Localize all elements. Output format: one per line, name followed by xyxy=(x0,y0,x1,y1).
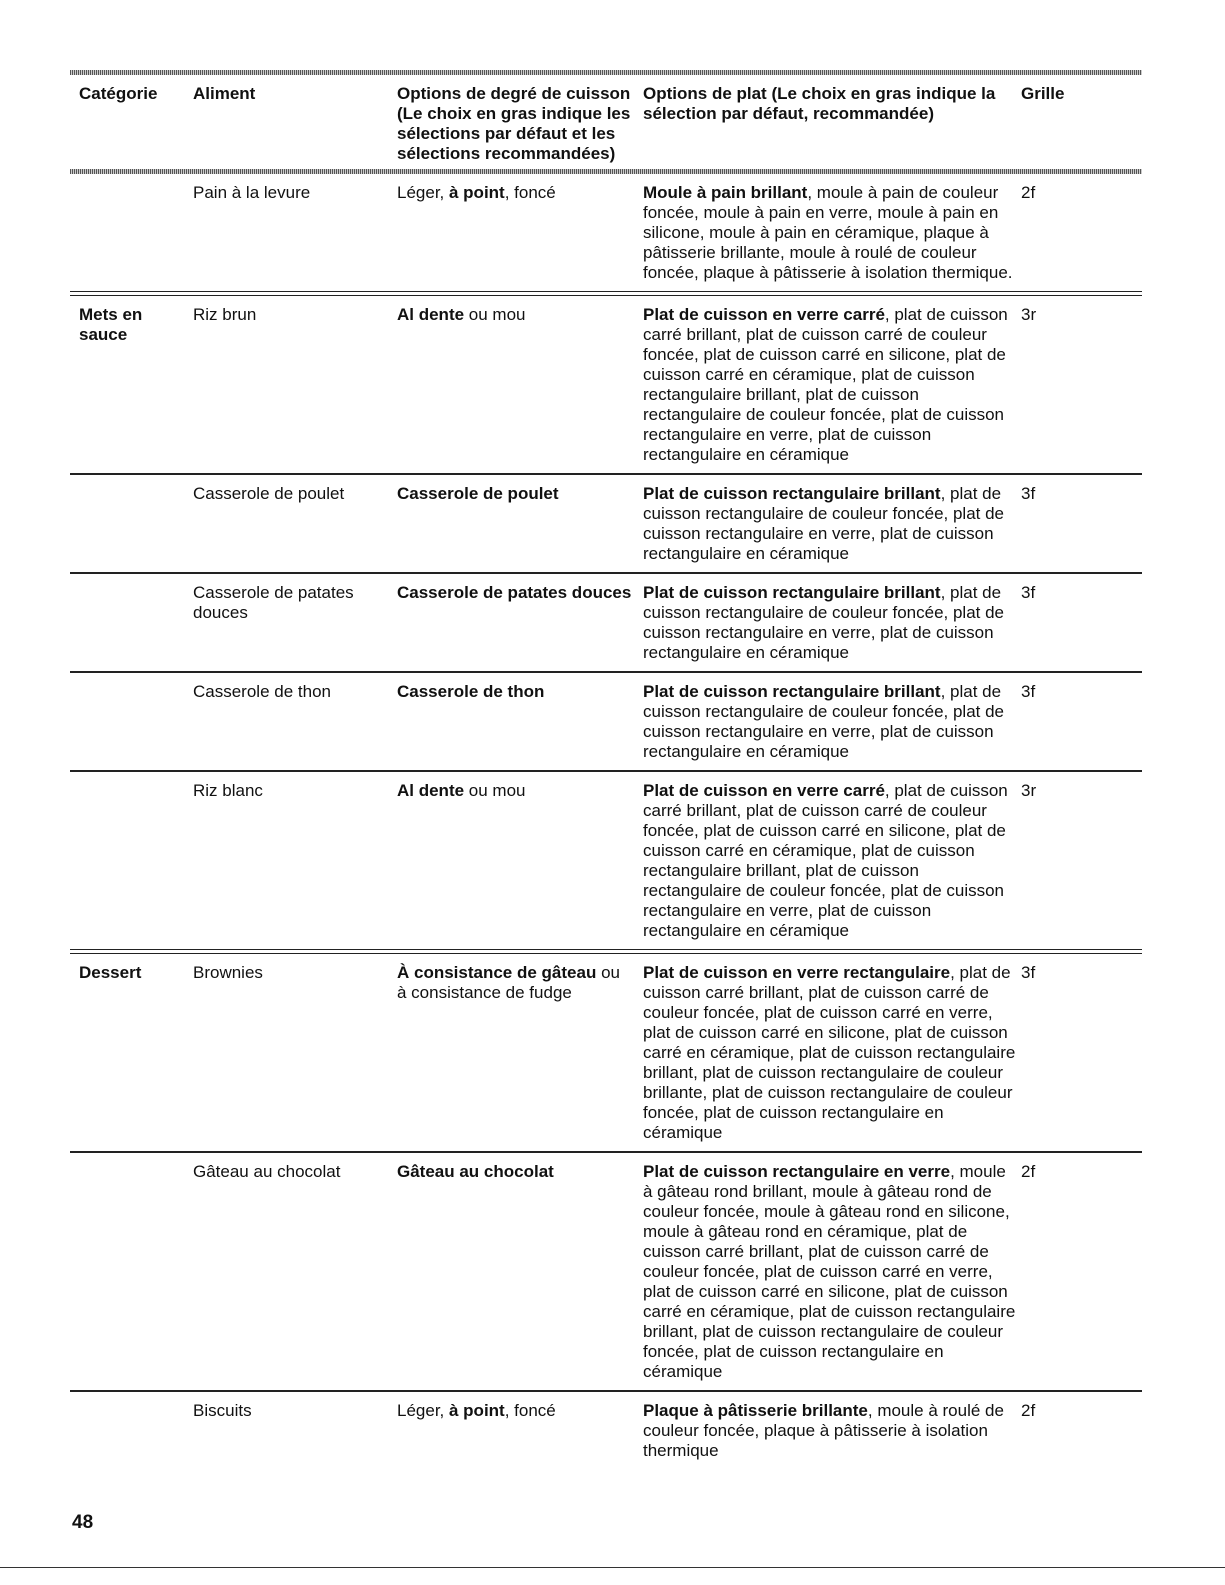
row-aliment: Riz blanc xyxy=(193,781,263,800)
row-degre xyxy=(388,1401,634,1461)
row-plat xyxy=(634,583,1016,663)
row-degre xyxy=(388,963,634,1143)
header-grille: Grille xyxy=(1021,84,1065,103)
row-grille: 2f xyxy=(1021,1162,1036,1181)
table-row xyxy=(70,475,1142,572)
plat-bold: Plat de cuisson en verre carré xyxy=(643,781,885,800)
page-number: 48 xyxy=(72,1512,94,1533)
row-grille: 3f xyxy=(1021,484,1036,503)
row-plat xyxy=(634,484,1016,564)
row-categorie xyxy=(70,682,184,762)
row-categorie: Mets en sauce xyxy=(79,305,143,344)
row-grille: 3f xyxy=(1021,682,1036,701)
plat-rest: , plat de cuisson carré brillant, plat de cuisson carré de couleur foncée, plat de cuisson carré en silicone, plat de cuisson carré en céramique, plat de cuisson rectangulaire brillant, plat de cuisson rectangulaire de couleur foncée, plat de cuisson rectangulaire en verre, plat de cuisson rectangulaire en céramique xyxy=(643,305,1008,464)
plat-bold: Moule à pain brillant xyxy=(643,183,808,202)
plat-rest: , plat de cuisson rectangulaire de couleur foncée, plat de cuisson rectangulaire en verre, plat de cuisson rectangulaire en céramique xyxy=(643,583,1005,662)
row-grille: 3r xyxy=(1021,305,1037,324)
degre-bold: à point xyxy=(449,183,505,202)
plat-bold: Plat de cuisson rectangulaire brillant xyxy=(643,484,941,503)
plat-rest: , plat de cuisson carré brillant, plat de cuisson carré de couleur foncée, plat de cuisson carré en silicone, plat de cuisson carré en céramique, plat de cuisson rectangulaire brillant, plat de cuisson rectangulaire de couleur foncée, plat de cuisson rectangulaire en verre, plat de cuisson rectangulaire en céramique xyxy=(643,781,1008,940)
row-degre xyxy=(388,183,634,283)
plat-bold: Plat de cuisson rectangulaire brillant xyxy=(643,682,941,701)
row-aliment: Riz brun xyxy=(193,305,257,324)
degre-pre: Léger, xyxy=(397,1401,449,1420)
row-categorie xyxy=(70,781,184,941)
table-row xyxy=(70,1153,1142,1390)
degre-bold: Casserole de poulet xyxy=(397,484,559,503)
degre-post: , foncé xyxy=(504,1401,556,1420)
row-grille: 2f xyxy=(1021,1401,1036,1420)
row-plat xyxy=(634,305,1016,465)
row-categorie xyxy=(70,183,184,283)
plat-rest: , plat de cuisson carré brillant, plat de cuisson carré de couleur foncée, plat de cuisson carré en verre, plat de cuisson carré en silicone, plat de cuisson carré en céramique, plat de cuisson rectangulaire brillant, plat de cuisson rectangulaire de couleur brillante, plat de cuisson rectangulaire de couleur foncée, plat de cuisson rectangulaire en céramique xyxy=(643,963,1016,1142)
row-aliment: Casserole de thon xyxy=(193,682,331,701)
plat-bold: Plat de cuisson en verre rectangulaire xyxy=(643,963,951,982)
plat-rest: , moule à roulé de couleur foncée, plaque à pâtisserie à isolation thermique xyxy=(643,1401,1004,1460)
degre-post: , foncé xyxy=(504,183,556,202)
row-grille: 2f xyxy=(1021,183,1036,202)
bottom-rule xyxy=(0,1567,1225,1568)
degre-bold: À consistance de gâteau xyxy=(397,963,597,982)
header-aliment: Aliment xyxy=(193,84,256,103)
degre-bold: Al dente xyxy=(397,305,465,324)
plat-bold: Plat de cuisson rectangulaire en verre xyxy=(643,1162,951,1181)
degre-bold: Casserole de thon xyxy=(397,682,545,701)
row-grille: 3r xyxy=(1021,781,1037,800)
row-degre xyxy=(388,484,634,564)
table-row xyxy=(70,296,1142,473)
header-plat: Options de plat (Le choix en gras indique la sélection par défaut, recommandée) xyxy=(643,84,996,123)
cooking-options-table xyxy=(70,70,1142,1469)
row-categorie xyxy=(70,484,184,564)
table-row xyxy=(70,574,1142,671)
row-plat xyxy=(634,781,1016,941)
row-aliment: Biscuits xyxy=(193,1401,252,1420)
row-aliment: Pain à la levure xyxy=(193,183,311,202)
row-plat xyxy=(634,682,1016,762)
header-degre: Options de degré de cuisson (Le choix en gras indique les sélections par défaut et les sélections recommandées) xyxy=(397,84,631,163)
row-plat xyxy=(634,1162,1016,1382)
row-degre xyxy=(388,583,634,663)
degre-bold: Al dente xyxy=(397,781,465,800)
plat-bold: Plaque à pâtisserie brillante xyxy=(643,1401,868,1420)
row-plat xyxy=(634,183,1016,283)
table-row xyxy=(70,1392,1142,1469)
plat-rest: , plat de cuisson rectangulaire de couleur foncée, plat de cuisson rectangulaire en verre, plat de cuisson rectangulaire en céramique xyxy=(643,682,1005,761)
plat-rest: , plat de cuisson rectangulaire de couleur foncée, plat de cuisson rectangulaire en verre, plat de cuisson rectangulaire en céramique xyxy=(643,484,1005,563)
table-row xyxy=(70,772,1142,949)
row-degre xyxy=(388,682,634,762)
row-categorie: Dessert xyxy=(79,963,142,982)
row-plat xyxy=(634,963,1016,1143)
degre-bold: Casserole de patates douces xyxy=(397,583,632,602)
row-aliment: Casserole de poulet xyxy=(193,484,345,503)
table-row xyxy=(70,174,1142,291)
row-degre xyxy=(388,781,634,941)
table-row xyxy=(70,673,1142,770)
header-categorie: Catégorie xyxy=(79,84,158,103)
row-grille: 3f xyxy=(1021,583,1036,602)
row-categorie xyxy=(70,1401,184,1461)
row-categorie xyxy=(70,583,184,663)
table-header xyxy=(70,75,1142,169)
degre-bold: à point xyxy=(449,1401,505,1420)
degre-bold: Gâteau au chocolat xyxy=(397,1162,554,1181)
row-degre xyxy=(388,305,634,465)
row-categorie xyxy=(70,1162,184,1382)
degre-post: ou mou xyxy=(464,781,526,800)
row-degre xyxy=(388,1162,634,1382)
degre-pre: Léger, xyxy=(397,183,449,202)
row-grille: 3f xyxy=(1021,963,1036,982)
plat-rest: , moule à pain de couleur foncée, moule à pain en verre, moule à pain en silicone, moule à pain en céramique, plaque à pâtisserie brillante, moule à roulé de couleur foncée, plaque à pâtisserie à isolation thermique. xyxy=(643,183,1013,282)
degre-post: ou mou xyxy=(464,305,526,324)
row-aliment: Gâteau au chocolat xyxy=(193,1162,341,1181)
table-row xyxy=(70,954,1142,1151)
plat-bold: Plat de cuisson en verre carré xyxy=(643,305,885,324)
row-aliment: Brownies xyxy=(193,963,263,982)
row-aliment: Casserole de patates douces xyxy=(193,583,354,622)
degre-post: ou à consistance de fudge xyxy=(397,963,620,1002)
row-plat xyxy=(634,1401,1016,1461)
plat-rest: , moule à gâteau rond brillant, moule à gâteau rond de couleur foncée, moule à gâteau rond en silicone, moule à gâteau rond en céramique, plat de cuisson carré brillant, plat de cuisson carré de couleur foncée, plat de cuisson carré en verre, plat de cuisson carré en silicone, plat de cuisson carré en céramique, plat de cuisson rectangulaire brillant, plat de cuisson rectangulaire de couleur foncée, plat de cuisson rectangulaire en céramique xyxy=(643,1162,1016,1381)
plat-bold: Plat de cuisson rectangulaire brillant xyxy=(643,583,941,602)
